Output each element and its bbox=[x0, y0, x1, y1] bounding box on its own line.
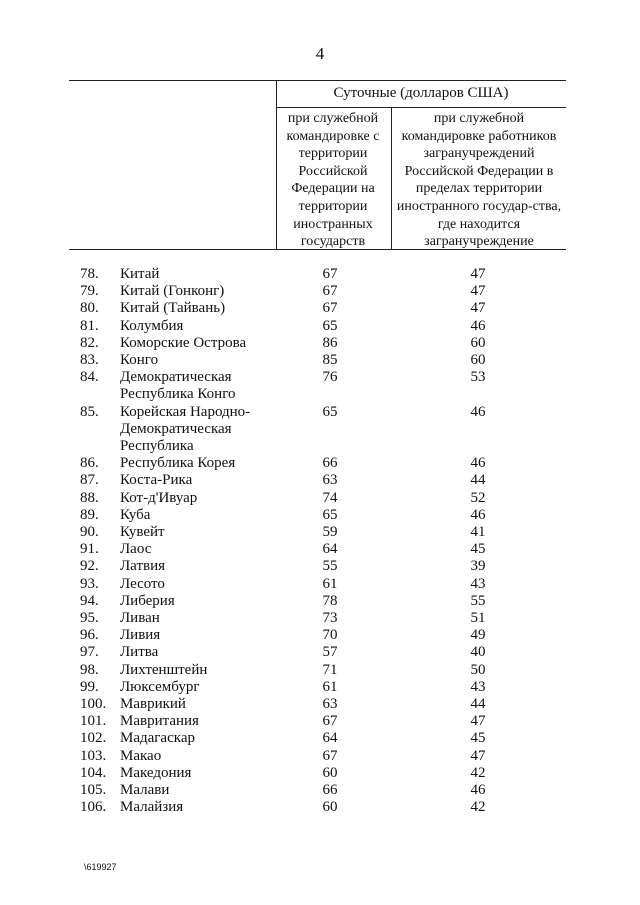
allowance-from-russia: 60 bbox=[322, 764, 338, 781]
row-number: 99. bbox=[80, 678, 99, 695]
allowance-from-russia: 57 bbox=[322, 644, 338, 661]
table-row bbox=[0, 593, 640, 610]
country-name: Китай (Гонконг) bbox=[120, 283, 225, 300]
allowance-abroad: 47 bbox=[470, 300, 486, 317]
country-name: Кот-д'Ивуар bbox=[120, 489, 198, 506]
country-name: Коморские Острова bbox=[120, 334, 247, 351]
row-number: 89. bbox=[80, 506, 99, 523]
country-name: Кувейт bbox=[120, 524, 165, 541]
table-row bbox=[0, 576, 640, 593]
table-row bbox=[0, 748, 640, 765]
table-row bbox=[0, 404, 640, 456]
allowance-abroad: 46 bbox=[470, 506, 486, 523]
table-row bbox=[0, 352, 640, 369]
allowance-from-russia: 67 bbox=[322, 747, 338, 764]
country-name: Республика Корея bbox=[120, 455, 236, 472]
allowance-from-russia: 64 bbox=[322, 730, 338, 747]
row-number: 82. bbox=[80, 334, 99, 351]
country-name: Макао bbox=[120, 747, 162, 764]
allowance-from-russia: 73 bbox=[322, 610, 338, 627]
allowance-abroad: 46 bbox=[470, 317, 486, 334]
table-row bbox=[0, 369, 640, 403]
table-row bbox=[0, 455, 640, 472]
table-row bbox=[0, 283, 640, 300]
allowance-from-russia: 66 bbox=[322, 455, 338, 472]
country-name: Македония bbox=[120, 764, 192, 781]
allowance-from-russia: 86 bbox=[322, 334, 338, 351]
allowance-abroad: 49 bbox=[470, 627, 486, 644]
row-number: 101. bbox=[80, 713, 107, 730]
table-row bbox=[0, 558, 640, 575]
country-name: Малави bbox=[120, 782, 170, 799]
row-number: 79. bbox=[80, 283, 99, 300]
country-name: Мавритания bbox=[120, 713, 199, 730]
table-row bbox=[0, 524, 640, 541]
allowance-abroad: 46 bbox=[470, 455, 486, 472]
table-row bbox=[0, 713, 640, 730]
country-name: Коста-Рика bbox=[120, 472, 193, 489]
allowance-from-russia: 71 bbox=[322, 661, 338, 678]
row-number: 80. bbox=[80, 300, 99, 317]
table-row bbox=[0, 799, 640, 816]
allowance-from-russia: 65 bbox=[322, 506, 338, 523]
country-name: Колумбия bbox=[120, 317, 184, 334]
allowance-abroad: 39 bbox=[470, 558, 486, 575]
country-name: Либерия bbox=[120, 592, 175, 609]
row-number: 90. bbox=[80, 524, 99, 541]
allowance-abroad: 50 bbox=[470, 661, 486, 678]
allowance-from-russia: 78 bbox=[322, 592, 338, 609]
allowance-from-russia: 55 bbox=[322, 558, 338, 575]
row-number: 103. bbox=[80, 747, 107, 764]
allowance-abroad: 51 bbox=[470, 610, 486, 627]
allowance-from-russia: 61 bbox=[322, 575, 338, 592]
table-row bbox=[0, 679, 640, 696]
row-number: 97. bbox=[80, 644, 99, 661]
allowance-abroad: 43 bbox=[470, 575, 486, 592]
country-name: Демократическая Республика Конго bbox=[120, 369, 236, 403]
country-name: Китай (Тайвань) bbox=[120, 300, 226, 317]
row-number: 86. bbox=[80, 455, 99, 472]
header-daily-allowance: Суточные (долларов США) bbox=[333, 85, 509, 101]
row-number: 98. bbox=[80, 661, 99, 678]
allowance-from-russia: 63 bbox=[322, 472, 338, 489]
table-row bbox=[0, 335, 640, 352]
allowance-from-russia: 67 bbox=[322, 283, 338, 300]
row-number: 93. bbox=[80, 575, 99, 592]
country-name: Конго bbox=[120, 352, 159, 369]
allowance-from-russia: 74 bbox=[322, 489, 338, 506]
allowance-from-russia: 85 bbox=[322, 352, 338, 369]
allowance-from-russia: 70 bbox=[322, 627, 338, 644]
allowance-from-russia: 61 bbox=[322, 678, 338, 695]
row-number: 78. bbox=[80, 266, 99, 282]
header-top-rule bbox=[69, 80, 566, 81]
table-row bbox=[0, 782, 640, 799]
country-name: Люксембург bbox=[120, 678, 200, 695]
allowance-abroad: 47 bbox=[470, 747, 486, 764]
allowance-abroad: 52 bbox=[470, 489, 486, 506]
allowance-abroad: 60 bbox=[470, 352, 486, 369]
allowance-abroad: 42 bbox=[470, 799, 486, 816]
row-number: 92. bbox=[80, 558, 99, 575]
table-row bbox=[0, 765, 640, 782]
country-name: Литва bbox=[120, 644, 159, 661]
row-number: 105. bbox=[80, 782, 107, 799]
allowance-abroad: 44 bbox=[470, 472, 486, 489]
row-number: 94. bbox=[80, 592, 99, 609]
table-row bbox=[0, 610, 640, 627]
country-name: Лихтенштейн bbox=[120, 661, 208, 678]
table-row bbox=[0, 472, 640, 489]
allowance-from-russia: 65 bbox=[322, 317, 338, 334]
country-name: Малайзия bbox=[120, 799, 184, 816]
allowance-from-russia: 59 bbox=[322, 524, 338, 541]
table-row bbox=[0, 662, 640, 679]
table-row bbox=[0, 507, 640, 524]
allowance-abroad: 53 bbox=[470, 369, 486, 386]
allowance-abroad: 44 bbox=[470, 696, 486, 713]
allowance-abroad: 47 bbox=[470, 266, 486, 282]
row-number: 100. bbox=[80, 696, 107, 713]
country-name: Латвия bbox=[120, 558, 166, 575]
country-name: Ливия bbox=[120, 627, 161, 644]
header-mid-rule bbox=[276, 107, 566, 108]
allowance-abroad: 41 bbox=[470, 524, 486, 541]
page-number: 4 bbox=[315, 44, 325, 63]
country-name: Лесото bbox=[120, 575, 165, 592]
document-code: \619927 bbox=[84, 862, 117, 872]
table-row bbox=[0, 490, 640, 507]
header-column-2: при служебной командировке работников загранучреждений Российской Федерации в пределах территории иностранного государ-ства, где находится загранучреждение bbox=[396, 111, 562, 250]
table-row bbox=[0, 730, 640, 747]
table-row bbox=[0, 266, 640, 283]
country-name: Маврикий bbox=[120, 696, 186, 713]
allowance-abroad: 40 bbox=[470, 644, 486, 661]
country-name: Корейская Народно-Демократическая Республика bbox=[120, 403, 251, 455]
country-name: Ливан bbox=[120, 610, 160, 627]
allowance-abroad: 60 bbox=[470, 334, 486, 351]
allowance-from-russia: 63 bbox=[322, 696, 338, 713]
row-number: 84. bbox=[80, 369, 99, 386]
country-name: Лаос bbox=[120, 541, 152, 558]
country-allowance-list bbox=[0, 266, 640, 817]
allowance-from-russia: 66 bbox=[322, 782, 338, 799]
allowance-abroad: 45 bbox=[470, 730, 486, 747]
allowance-from-russia: 60 bbox=[322, 799, 338, 816]
header-column-divider bbox=[391, 107, 392, 250]
header-column-1: при служебной командировке с территории Российской Федерации на территории иностранных государств bbox=[286, 111, 380, 250]
allowance-abroad: 45 bbox=[470, 541, 486, 558]
allowance-abroad: 46 bbox=[470, 782, 486, 799]
row-number: 91. bbox=[80, 541, 99, 558]
row-number: 96. bbox=[80, 627, 99, 644]
row-number: 106. bbox=[80, 799, 107, 816]
allowance-from-russia: 67 bbox=[322, 266, 338, 282]
table-row bbox=[0, 644, 640, 661]
allowance-from-russia: 76 bbox=[322, 369, 338, 386]
row-number: 88. bbox=[80, 489, 99, 506]
row-number: 95. bbox=[80, 610, 99, 627]
table-row bbox=[0, 541, 640, 558]
country-name: Китай bbox=[120, 266, 160, 282]
row-number: 81. bbox=[80, 317, 99, 334]
allowance-from-russia: 65 bbox=[322, 403, 338, 420]
row-number: 104. bbox=[80, 764, 107, 781]
table-row bbox=[0, 696, 640, 713]
allowance-from-russia: 67 bbox=[322, 713, 338, 730]
allowance-abroad: 47 bbox=[470, 283, 486, 300]
row-number: 85. bbox=[80, 403, 99, 420]
allowance-abroad: 42 bbox=[470, 764, 486, 781]
country-name: Мадагаскар bbox=[120, 730, 195, 747]
allowance-abroad: 46 bbox=[470, 403, 486, 420]
row-number: 83. bbox=[80, 352, 99, 369]
allowance-from-russia: 67 bbox=[322, 300, 338, 317]
allowance-abroad: 55 bbox=[470, 592, 486, 609]
table-row bbox=[0, 318, 640, 335]
allowance-abroad: 47 bbox=[470, 713, 486, 730]
table-row bbox=[0, 300, 640, 317]
allowance-abroad: 43 bbox=[470, 678, 486, 695]
row-number: 102. bbox=[80, 730, 107, 747]
allowance-from-russia: 64 bbox=[322, 541, 338, 558]
country-name: Куба bbox=[120, 506, 151, 523]
table-row bbox=[0, 627, 640, 644]
row-number: 87. bbox=[80, 472, 99, 489]
